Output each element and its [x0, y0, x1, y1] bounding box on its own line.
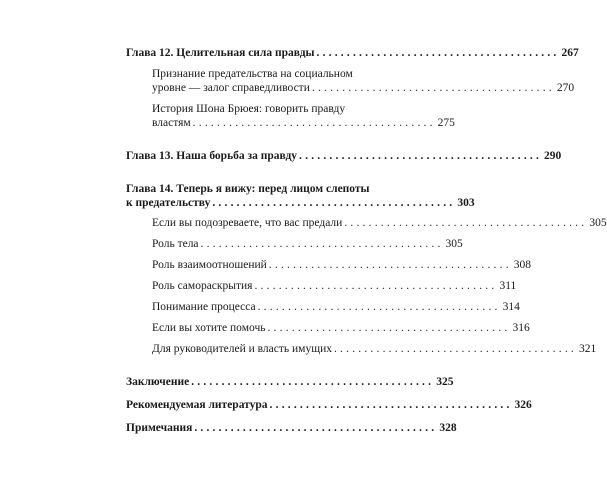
toc-entry-page: 275	[437, 117, 455, 129]
toc-entry-page: 325	[436, 376, 454, 388]
leader-dots: ........................................	[192, 117, 436, 129]
toc-entry-page: 316	[512, 322, 530, 334]
leader-dots: ........................................	[191, 376, 435, 388]
toc-entry-title: Примечания	[126, 422, 193, 434]
toc-entry-page: 303	[457, 197, 475, 209]
toc-entry-chapter-14	[126, 182, 475, 210]
toc-entry-section	[126, 67, 575, 95]
toc-entry-title: Понимание процесса	[152, 301, 256, 313]
toc-entry-page: 321	[578, 343, 597, 355]
toc-entry-title-line2: властям	[152, 117, 191, 129]
table-of-contents	[126, 46, 607, 435]
toc-entry-title-line2: уровне — залог справедливости	[152, 82, 310, 94]
toc-entry-section	[126, 300, 520, 314]
leader-dots: ........................................	[257, 301, 501, 313]
toc-entry-page: 311	[499, 280, 517, 292]
toc-entry-title: Роль тела	[152, 238, 199, 250]
toc-entry-notes	[126, 421, 457, 435]
toc-entry-chapter-12	[126, 46, 579, 60]
toc-entry-title: Глава 12. Целительная сила правды	[126, 47, 315, 59]
toc-entry-section	[126, 258, 532, 272]
leader-dots: ........................................	[333, 343, 577, 355]
toc-entry-page: 308	[513, 259, 532, 271]
toc-entry-title: Заключение	[126, 376, 190, 388]
toc-entry-page: 314	[502, 301, 520, 313]
toc-entry-page: 305	[589, 217, 607, 229]
toc-entry-section	[126, 342, 597, 356]
toc-entry-title: Если вы хотите помочь	[152, 322, 266, 334]
toc-entry-section	[126, 102, 455, 130]
toc-entry-title: Роль взаимоотношений	[152, 259, 267, 271]
toc-entry-page: 328	[439, 422, 457, 434]
toc-entry-title: Если вы подозреваете, что вас предали	[152, 217, 343, 229]
toc-entry-title-line2: к предательству	[126, 197, 211, 209]
toc-entry-conclusion	[126, 375, 454, 389]
toc-entry-page: 326	[514, 399, 532, 411]
leader-dots: ........................................	[267, 322, 511, 334]
toc-entry-literature	[126, 398, 532, 412]
toc-entry-section	[126, 279, 517, 293]
toc-entry-title: Рекомендуемая литература	[126, 399, 268, 411]
toc-entry-page: 290	[544, 150, 562, 162]
leader-dots: ........................................	[344, 217, 588, 229]
toc-entry-page: 267	[561, 47, 579, 59]
toc-entry-title-line1: Признание предательства на социальном	[152, 68, 353, 80]
leader-dots: ........................................	[254, 280, 498, 292]
leader-dots: ........................................	[200, 238, 444, 250]
toc-entry-page: 305	[445, 238, 463, 250]
leader-dots: ........................................	[299, 150, 543, 162]
leader-dots: ........................................	[268, 259, 512, 271]
toc-entry-section	[126, 216, 607, 230]
toc-entry-title-line1: Глава 14. Теперь я вижу: перед лицом слепоты	[126, 183, 370, 195]
leader-dots: ........................................	[194, 422, 438, 434]
toc-entry-chapter-13	[126, 149, 562, 163]
toc-entry-section	[126, 237, 463, 251]
leader-dots: ........................................	[311, 82, 555, 94]
leader-dots: ........................................	[316, 47, 560, 59]
toc-entry-page: 270	[556, 82, 575, 94]
toc-entry-section	[126, 321, 530, 335]
toc-entry-title: Для руководителей и власть имущих	[152, 343, 332, 355]
leader-dots: ........................................	[212, 197, 456, 209]
leader-dots: ........................................	[269, 399, 513, 411]
toc-entry-title: Глава 13. Наша борьба за правду	[126, 150, 298, 162]
toc-entry-title: Роль самораскрытия	[152, 280, 253, 292]
toc-entry-title-line1: История Шона Брюея: говорить правду	[152, 103, 346, 115]
